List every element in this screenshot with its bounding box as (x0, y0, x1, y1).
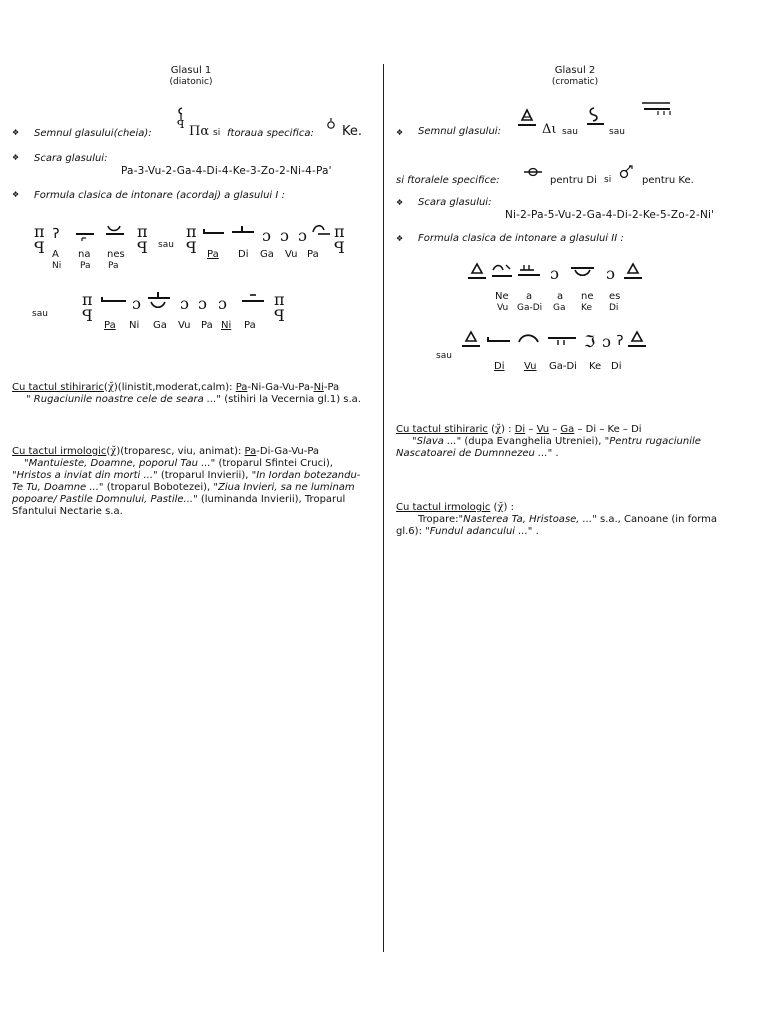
left-subtitle: (diatonic) (169, 77, 213, 87)
apostrophos-icon: ɔ (602, 332, 611, 351)
irmologic-ex-line3 (12, 482, 374, 494)
stihiraric-scale-ke: Ke (607, 424, 620, 435)
martyria-pa-icon: π ꟼ (137, 222, 148, 257)
stihiraric-head: Cu tactul stihiraric (12, 382, 104, 393)
left-title: Glasul 1 (170, 65, 212, 76)
petaste-icon (104, 222, 126, 238)
chi-icon: χ̆ (497, 502, 504, 513)
row2-note: Pa (104, 320, 116, 331)
stihiraric-scale-ga: Ga (560, 424, 575, 435)
bullet-icon: ❖ (12, 128, 20, 137)
irmologic-scale-pa: Pa (244, 446, 257, 457)
martyria-di-icon (626, 330, 648, 350)
svg-text:ꟼ: ꟼ (177, 118, 185, 131)
martyria-pa-icon: π ꟼ (34, 222, 45, 257)
bullet-icon: ❖ (396, 198, 404, 207)
semn-si: si (213, 128, 221, 138)
ftorale-label: si ftoralele specifice: (396, 175, 500, 186)
scara-label: Scara glasului: (418, 197, 492, 208)
left-column (0, 0, 382, 1024)
row1-note: Ni (52, 261, 62, 271)
row2-note: Ga-Di (549, 361, 577, 372)
irmologic-ex4a: "Ziua Invieri, sa ne luminam (213, 482, 355, 493)
row2-note: Vu (178, 320, 191, 331)
stihiraric-ex1-note: (dupa Evanghelia Utreniei), (464, 436, 602, 447)
apostrophos-icon: ɔ (198, 294, 207, 313)
martyria-di-icon (460, 330, 482, 350)
chi-icon: χ̆ (110, 446, 117, 457)
stihiraric-example-2: Nascatoarei de Dumnnezeu ..." . (396, 448, 559, 459)
bullet-icon: ❖ (396, 234, 404, 243)
apostrophos-icon: ɔ (606, 264, 615, 283)
row2-note: Di (611, 361, 622, 372)
row1-syl: es (609, 291, 621, 302)
row1-note: Pa (207, 249, 219, 260)
ison-ypsili-icon (146, 290, 172, 312)
elaphron-icon (568, 262, 598, 280)
row1-syl: a (526, 291, 533, 302)
row1-note: Pa (108, 261, 119, 271)
semn-ke: Ke. (342, 124, 363, 139)
apostrophos-icon: ॽ (616, 330, 624, 349)
irmologic-tropare-label: Tropare: (418, 514, 459, 525)
ftora-ke-icon (326, 116, 338, 130)
glas1-clef-icon (174, 106, 188, 130)
klasma-icon (516, 330, 542, 346)
irmologic-canoane: gl.6): "Fundul adancului ..." . (396, 526, 539, 537)
irmologic-ex3a: "In Iordan botezandu- (251, 470, 361, 481)
semn-pa: Πα (189, 124, 210, 139)
ftora-ke-icon (618, 164, 634, 180)
stihiraric-scale-di2: Di (585, 424, 597, 435)
apostrophos-icon: ɔ (132, 294, 141, 313)
petaste-ison-icon (310, 222, 332, 238)
irmologic-line: Cu tactul irmologic (χ̆) : (396, 502, 514, 513)
irmologic-ex4-note: (luminanda Invierii), Troparul (200, 494, 346, 505)
ftorale-si: si (604, 175, 612, 185)
oligon-kentima-icon (74, 228, 96, 242)
irmologic-canoane-ex: "Fundul adancului ..." (425, 526, 533, 537)
row1-syl: A (52, 249, 59, 260)
martyria-pa-icon: π ꟼ (82, 290, 93, 325)
right-subtitle: (cromatic) (551, 77, 599, 87)
formula-label: Formula clasica de intonare a glasului II : (418, 233, 624, 244)
irmologic-scale-rest: -Di-Ga-Vu-Pa (256, 446, 320, 457)
stihiraric-ex1: "Slava ..." (412, 436, 462, 447)
bullet-icon: ❖ (396, 128, 404, 137)
row1-syl: a (557, 291, 564, 302)
irmologic-tropare-note: s.a., Canoane (in forma (599, 514, 718, 525)
column-divider (383, 64, 384, 952)
irmologic-desc: (troparesc, viu, animat): (120, 446, 242, 457)
martyria-pa-icon: π ꟼ (274, 290, 285, 325)
semn-label: Semnul glasului: (418, 126, 501, 137)
apostrophos-icon: ɔ (280, 226, 289, 245)
oligon-ison-icon (230, 224, 256, 238)
row1-sau: sau (158, 240, 174, 250)
irmologic-tropare (418, 514, 762, 526)
stihiraric-ex: " Rugaciunile noastre cele de seara ..." (26, 394, 222, 405)
row1-note: Pa (307, 249, 319, 260)
oligon-icon (98, 294, 128, 306)
glas2-clef-alt2-icon (640, 100, 674, 116)
row1-note: Vu (285, 249, 298, 260)
irmologic-tropare-ex: "Nasterea Ta, Hristoase, ..." (458, 514, 597, 525)
row2-sau: sau (436, 351, 452, 361)
ftora-di-icon (522, 166, 544, 178)
bullet-icon: ❖ (12, 190, 20, 199)
stihiraric-head: Cu tactul stihiraric (396, 424, 488, 435)
bullet-icon: ❖ (12, 153, 20, 162)
stihiraric-ex2a: "Pentru rugaciunile (604, 436, 701, 447)
martyria-vu-icon (466, 262, 488, 282)
petaste-icon (490, 262, 514, 280)
semn-di: Δι (542, 122, 557, 137)
stihiraric-scale-di: Di (514, 424, 526, 435)
row2-note: Ni (129, 320, 140, 331)
irmologic-head: Cu tactul irmologic (396, 502, 491, 513)
glas2-clef-icon (516, 108, 538, 130)
row1-note: Ga (553, 303, 566, 313)
oligon-ison-icon (240, 292, 266, 306)
stihiraric-example (26, 394, 376, 406)
oligon-gorgon-icon (546, 332, 578, 348)
row1-note: Vu (497, 303, 509, 313)
row2-note: Vu (524, 361, 537, 372)
row1-syl: nes (107, 249, 125, 260)
irmologic-ex-line2 (12, 470, 374, 482)
chi-icon: χ̆ (495, 424, 502, 435)
apostrophos-icon: ɔ (262, 226, 271, 245)
row2-note: Pa (201, 320, 213, 331)
stihiraric-scale-di3: Di (631, 424, 642, 435)
stihiraric-ex2b: Nascatoarei de Dumnnezeu ..." (396, 448, 553, 459)
irmologic-line: Cu tactul irmologic(χ̆)(troparesc, viu, animat): Pa-Di-Ga-Vu-Pa (12, 446, 320, 457)
formula-label: Formula clasica de intonare (acordaj) a glasului I : (34, 190, 285, 201)
stihiraric-desc: (linistit,moderat,calm): (117, 382, 233, 393)
scara-label: Scara glasului: (34, 153, 108, 164)
row1-note: Pa (80, 261, 91, 271)
row1-note: Ke (581, 303, 592, 313)
row2-note: Ga (153, 320, 167, 331)
irmologic-ex-line4 (12, 494, 374, 506)
irmologic-canoane-note: gl.6): (396, 526, 422, 537)
semn-sau1: sau (562, 127, 578, 137)
stihiraric-scale-mid: -Ni-Ga-Vu-Pa- (247, 382, 314, 393)
row2-sau: sau (32, 309, 48, 319)
ftorale-pentru-di: pentru Di (550, 175, 597, 186)
row2-note: Pa (244, 320, 256, 331)
row1-note: Ga (260, 249, 274, 260)
irmologic-ex1-note: (troparul Sfintei Cruci), (218, 458, 333, 469)
semn-label: Semnul glasului(cheia): (34, 128, 152, 139)
martyria-pa-icon: π ꟼ (186, 222, 197, 257)
apostrophos-icon: ɔ (180, 294, 189, 313)
stihiraric-example (412, 436, 762, 448)
irmologic-ex2-note: (troparul Invierii), (160, 470, 249, 481)
irmologic-ex3-note: (troparul Bobotezei), (106, 482, 211, 493)
apostrophos-icon: ℑ (584, 332, 596, 351)
scara-value: Pa-3-Vu-2-Ga-4-Di-4-Ke-3-Zo-2-Ni-4-Pa' (121, 165, 332, 177)
row1-note: Di (609, 303, 619, 313)
martyria-di-icon (622, 262, 644, 282)
stihiraric-ex-note: (stihiri la Vecernia gl.1) s.a. (224, 394, 361, 405)
row1-syl: ne (581, 291, 594, 302)
ftorale-pentru-ke: pentru Ke. (642, 175, 694, 186)
semn-ftora: ftoraua specifica: (227, 128, 314, 139)
row1-syl: Ne (495, 291, 509, 302)
irmologic-tail: Sfantului Nectarie s.a. (12, 506, 123, 517)
irmologic-ex4b: popoare/ Pastile Domnului, Pastile..." (12, 494, 198, 505)
martyria-pa-icon: π ꟼ (334, 222, 345, 257)
row1-note: Di (238, 249, 249, 260)
right-column (386, 0, 768, 1024)
oligon-icon (200, 226, 226, 238)
stihiraric-line: Cu tactul stihiraric(χ̆)(linistit,moderat,calm): Pa-Ni-Ga-Vu-Pa-Ni-Pa (12, 382, 340, 393)
irmologic-ex-line1 (24, 458, 374, 470)
irmologic-ex2: "Hristos a inviat din morti ..." (12, 470, 158, 481)
stihiraric-scale-vu: Vu (536, 424, 550, 435)
stihiraric-scale-ni: Ni (313, 382, 324, 393)
glas2-clef-alt-icon (584, 106, 606, 128)
irmologic-ex1: "Mantuieste, Doamne, poporul Tau ..." (24, 458, 216, 469)
apostrophos-icon: ɔ (550, 264, 559, 283)
apostrophos-icon: ॽ (52, 223, 60, 242)
row2-note: Di (494, 361, 505, 372)
stihiraric-scale-end: -Pa (323, 382, 340, 393)
scara-value: Ni-2-Pa-5-Vu-2-Ga-4-Di-2-Ke-5-Zo-2-Ni' (505, 209, 715, 221)
stihiraric-line: Cu tactul stihiraric (χ̆) : Di – Vu – Ga – Di – Ke – Di (396, 424, 642, 435)
stihiraric-scale-pa: Pa (235, 382, 248, 393)
row2-note: Ni (221, 320, 232, 331)
row2-note: Ke (589, 361, 602, 372)
oligon-kentimata-icon (516, 262, 542, 280)
irmologic-ex3b: Te Tu, Doamne ..." (12, 482, 104, 493)
oligon-icon (484, 334, 512, 346)
chi-icon: χ̆ (107, 382, 114, 393)
row1-note: Ga-Di (517, 303, 543, 313)
semn-sau2: sau (609, 127, 625, 137)
irmologic-head: Cu tactul irmologic (12, 446, 107, 457)
row1-syl: na (78, 249, 91, 260)
apostrophos-icon: ɔ (298, 226, 307, 245)
right-title: Glasul 2 (554, 65, 596, 76)
apostrophos-icon: ɔ (218, 294, 227, 313)
